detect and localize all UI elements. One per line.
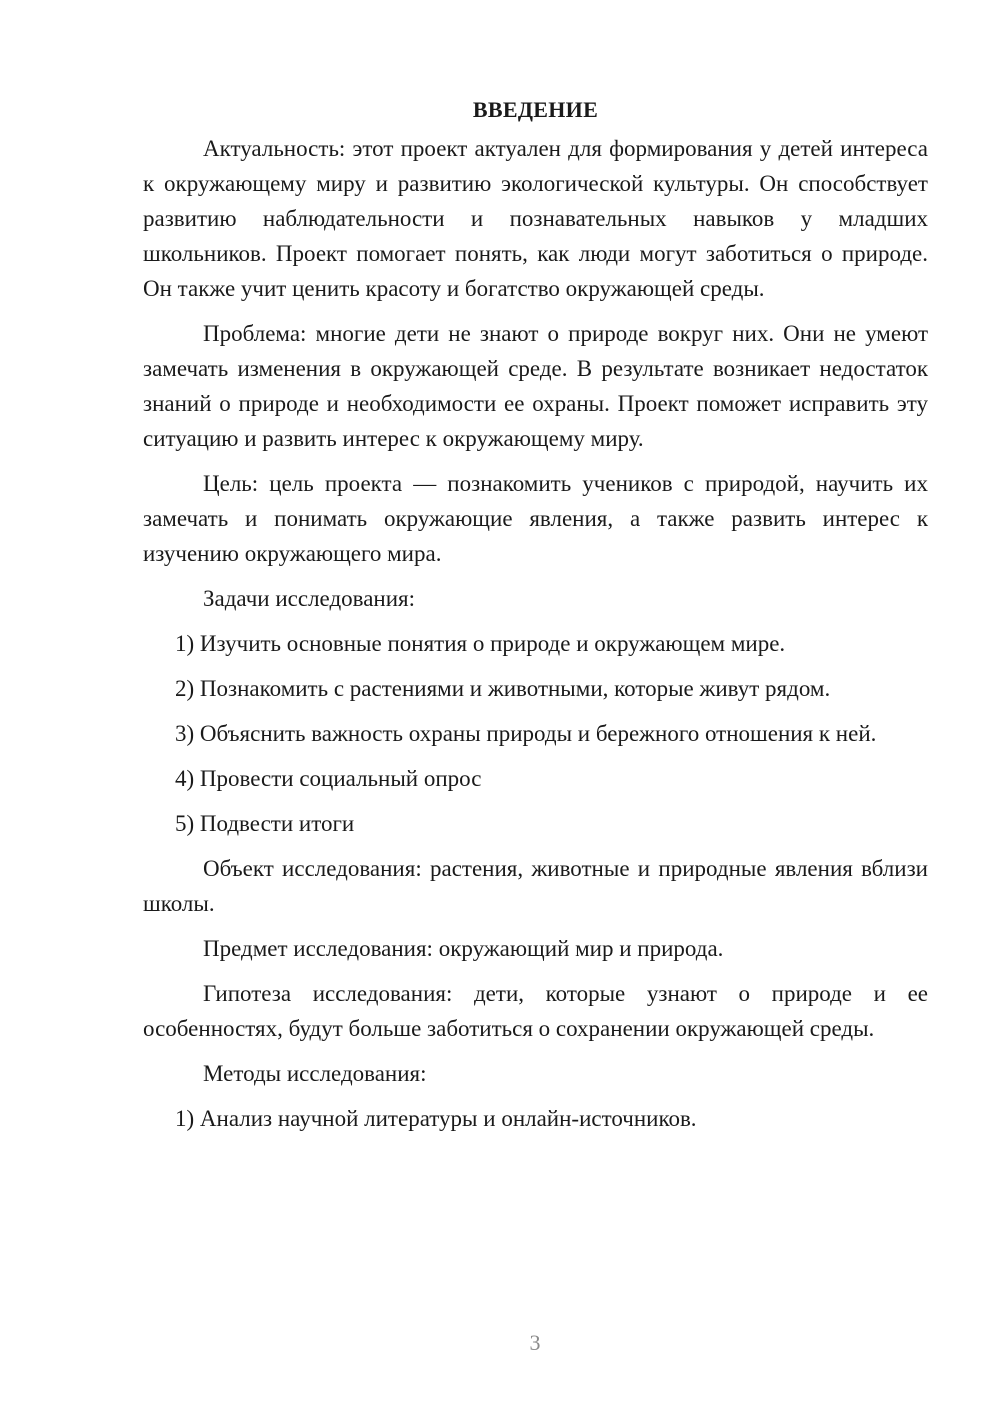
task-item: 3) Объяснить важность охраны природы и бережного отношения к ней. xyxy=(175,721,877,746)
paragraph-subject: Предмет исследования: окружающий мир и природа. xyxy=(203,936,724,961)
task-item: 1) Изучить основные понятия о природе и окружающем мире. xyxy=(175,631,786,656)
document-body xyxy=(143,92,928,1146)
page-number: 3 xyxy=(529,1330,541,1355)
task-item: 4) Провести социальный опрос xyxy=(175,766,482,791)
tasks-heading: Задачи исследования: xyxy=(203,586,416,611)
paragraph-relevance: Актуальность: этот проект актуален для формирования у детей интереса к окружающему миру и развитию экологической культуры. Он способствует развитию наблюдательности и познавательных навыков у младших школьников. Проект помогает понять, как люди могут заботиться о природе. Он также учит ценить красоту и богатство окружающей среды. xyxy=(143,136,928,301)
page-title: ВВЕДЕНИЕ xyxy=(472,97,599,122)
paragraph-problem: Проблема: многие дети не знают о природе вокруг них. Они не умеют замечать изменения в окружающей среде. В результате возникает недостаток знаний о природе и необходимости ее охраны. Проект поможет исправить эту ситуацию и развить интерес к окружающему миру. xyxy=(143,321,928,451)
paragraph-goal: Цель: цель проекта — познакомить учеников с природой, научить их замечать и понимать окружающие явления, а также развить интерес к изучению окружающего мира. xyxy=(143,471,928,566)
method-item: 1) Анализ научной литературы и онлайн-источников. xyxy=(175,1106,697,1131)
task-item: 2) Познакомить с растениями и животными, которые живут рядом. xyxy=(175,676,831,701)
paragraph-hypothesis: Гипотеза исследования: дети, которые узнают о природе и ее особенностях, будут больше заботиться о сохранении окружающей среды. xyxy=(143,981,928,1041)
paragraph-object: Объект исследования: растения, животные и природные явления вблизи школы. xyxy=(143,856,928,916)
task-item: 5) Подвести итоги xyxy=(175,811,355,836)
methods-heading: Методы исследования: xyxy=(203,1061,427,1086)
